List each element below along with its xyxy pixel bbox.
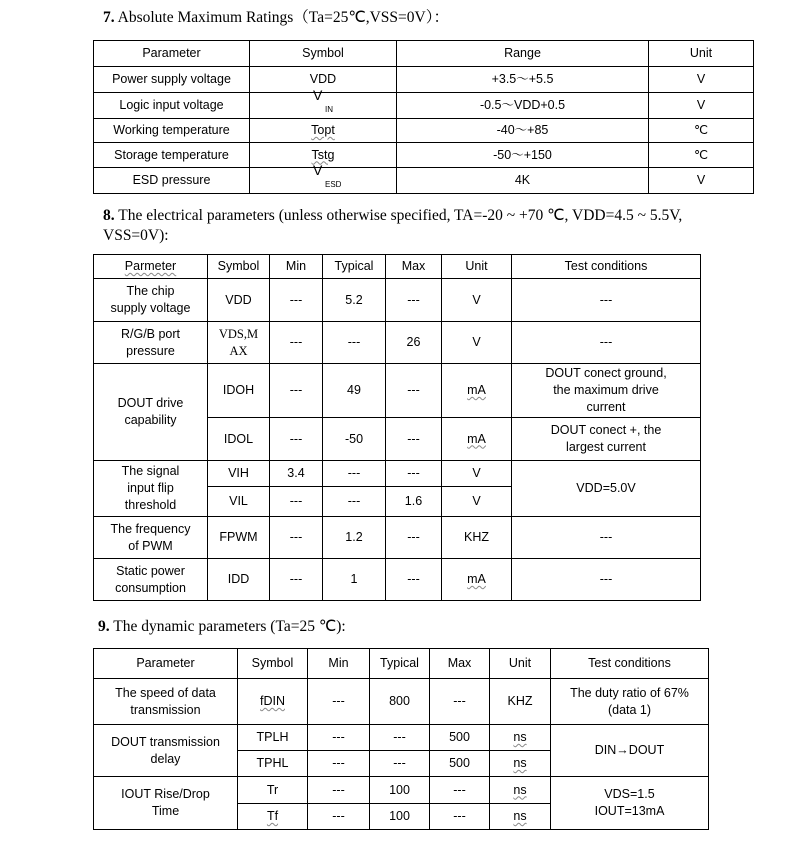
table-row: The speed of data transmission fDIN --- 800 --- KHZ The duty ratio of 67% (data 1) [94,679,709,725]
header-symbol: Symbol [238,649,308,679]
table-row: R/G/B port pressure VDS,M AX --- --- 26 V --- [94,322,701,364]
table-row: Storage temperature Tstg -50～+150 ℃ [94,143,754,168]
table-row: VIL --- --- 1.6 V [94,487,701,517]
section-9-title: 9. The dynamic parameters (Ta=25 ℃): [98,618,346,635]
header-range: Range [397,41,649,67]
header-min: Min [308,649,370,679]
table-row: IDOL --- -50 --- mA DOUT conect +, the largest current [94,418,701,461]
table-row: IOUT Rise/Drop Time Tr --- 100 --- ns VDS=1.5 IOUT=13mA [94,777,709,804]
header-test-conditions: Test conditions [551,649,709,679]
table-row: DOUT transmission delay TPLH --- --- 500 ns DIN→DOUT [94,725,709,751]
table-row: DOUT drive capability IDOH --- 49 --- mA DOUT conect ground, the maximum drive current [94,364,701,418]
symbol-vesd: V ESD [313,161,342,189]
table-row: Logic input voltage V IN -0.5～VDD+0.5 V [94,93,754,119]
table-row: Static power consumption IDD --- 1 --- mA --- [94,559,701,601]
header-parameter: Parameter [94,41,250,67]
table-row: The signal input flip threshold VIH 3.4 --- --- V VDD=5.0V [94,461,701,487]
header-test-conditions: Test conditions [512,255,701,279]
symbol-vin: V IN [313,86,333,114]
table-row: ESD pressure V ESD 4K V [94,168,754,194]
dynamic-parameters-table [93,648,709,830]
header-typical: Typical [323,255,386,279]
header-unit: Unit [649,41,754,67]
section-7-title: 7. Absolute Maximum Ratings（Ta=25℃,VSS=0V）： [103,9,449,26]
table-row: Power supply voltage VDD +3.5～+5.5 V [94,67,754,93]
header-typical: Typical [370,649,430,679]
header-symbol: Symbol [208,255,270,279]
electrical-parameters-table [93,254,701,601]
header-unit: Unit [442,255,512,279]
table-row: Working temperature Topt -40～+85 ℃ [94,119,754,143]
header-min: Min [270,255,323,279]
table-row: The frequency of PWM FPWM --- 1.2 --- KHZ --- [94,517,701,559]
header-parameter: Parmeter [124,259,177,273]
absolute-max-ratings-table [93,40,754,194]
header-symbol: Symbol [250,41,397,67]
header-unit: Unit [490,649,551,679]
table-row: TPHL --- --- 500 ns [94,751,709,777]
header-max: Max [386,255,442,279]
table-row: The chip supply voltage VDD --- 5.2 --- V --- [94,279,701,322]
table-row: Tf --- 100 --- ns [94,804,709,830]
section-8-title: 8. The electrical parameters (unless otherwise specified, TA=-20 ~ +70 ℃, VDD=4.5 ~ 5.5V, VSS=0V): [103,207,683,244]
header-max: Max [430,649,490,679]
header-parameter: Parameter [94,649,238,679]
